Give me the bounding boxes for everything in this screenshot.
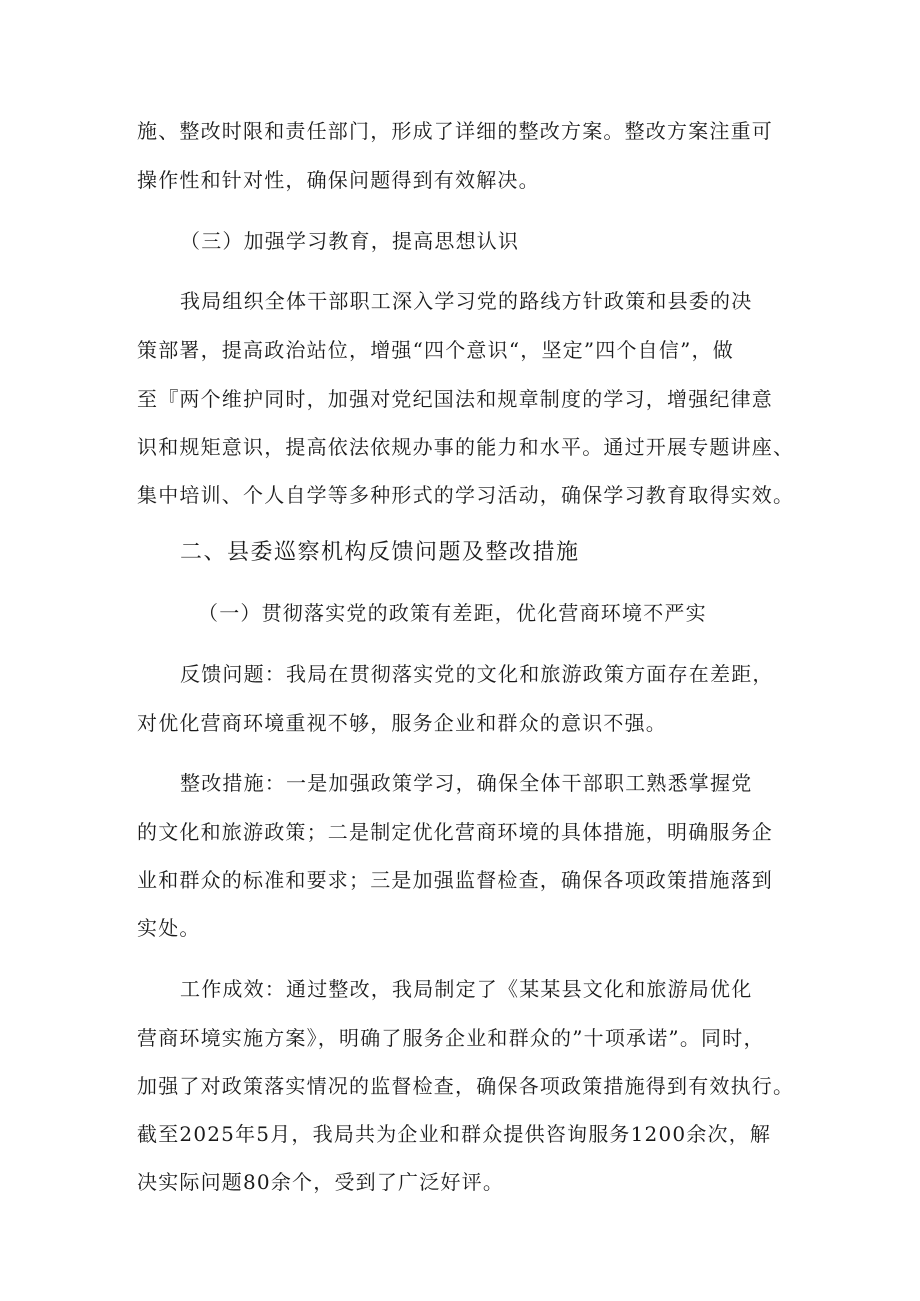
paragraph-line: 工作成效：通过整改，我局制定了《某某县文化和旅游局优化 [180,977,753,1001]
paragraph-line: 策部署，提高政治站位，增强“四个意识“，坚定”四个自信”，做 [137,338,734,362]
paragraph-line: 施、整改时限和责任部门，形成了详细的整改方案。整改方案注重可 [137,119,773,143]
chapter-heading: 二、县委巡察机构反馈问题及整改措施 [180,540,580,565]
paragraph-line: 截至2025年5月，我局共为企业和群众提供咨询服务1200余次，解 [137,1122,772,1146]
section-heading: （三）加强学习教育，提高思想认识 [180,229,520,253]
paragraph-line: 决实际问题80余个，受到了广泛好评。 [137,1170,505,1194]
paragraph-line: 加强了对政策落实情况的监督检查，确保各项政策措施得到有效执行。 [137,1074,795,1098]
paragraph-line: 对优化营商环境重视不够，服务企业和群众的意识不强。 [137,711,667,735]
section-heading: （一）贯彻落实党的政策有差距，优化营商环境不严实 [198,601,707,625]
paragraph-line: 整改措施：一是加强政策学习，确保全体干部职工熟悉掌握党 [180,771,753,795]
paragraph-line: 的文化和旅游政策；二是制定优化营商环境的具体措施，明确服务企 [137,820,773,844]
paragraph-line: 至『两个维护同时，加强对党纪国法和规章制度的学习，增强纪律意 [137,387,773,411]
paragraph-line: 识和规矩意识，提高依法依规办事的能力和水平。通过开展专题讲座、 [137,435,795,459]
paragraph-line: 我局组织全体干部职工深入学习党的路线方针政策和县委的决 [180,289,753,313]
paragraph-line: 集中培训、个人自学等多种形式的学习活动，确保学习教育取得实效。 [137,483,795,507]
paragraph-line: 业和群众的标准和要求；三是加强监督检查，确保各项政策措施落到 [137,868,773,892]
paragraph-line: 营商环境实施方案》，明确了服务企业和群众的”十项承诺”。同时， [137,1026,765,1050]
paragraph-line: 实处。 [137,916,201,940]
paragraph-line: 操作性和针对性，确保问题得到有效解决。 [137,168,540,192]
paragraph-line: 反馈问题：我局在贯彻落实党的文化和旅游政策方面存在差距， [180,662,774,686]
